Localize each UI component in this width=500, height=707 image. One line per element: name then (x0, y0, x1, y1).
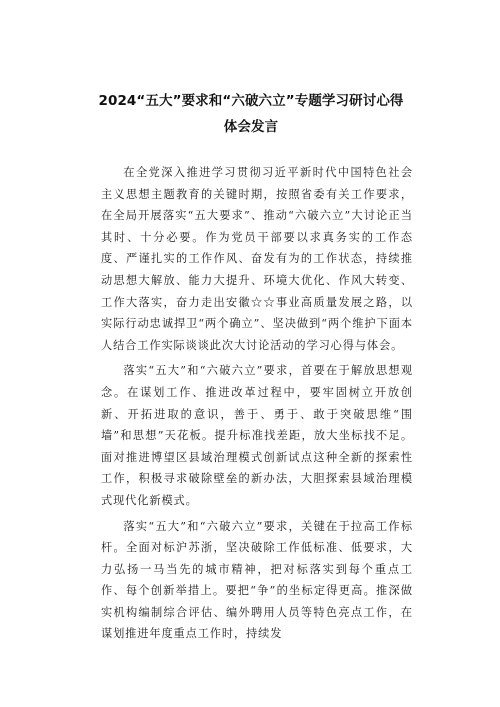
document-title: 2024“五大”要求和“六破六立”专题学习研讨心得体会发言 (98, 93, 404, 135)
body-paragraph: 落实“五大”和“六破六立”要求，首要在于解放思想观念。在谋划工作、推进改革过程中，要牢固树立开放创新、开拓进取的意识，善于、勇于、敢于突破思维“围墙”和思想”天花板。提升标准找差距，放大坐标找不足。面对推进博望区县域治理模式创新试点这种全新的探索性工作，积极寻求破除壁垒的新办法，大胆探索县域治理模式现代化新模式。 (101, 364, 413, 507)
body-paragraph: 落实“五大”和“六破六立”要求，关键在于拉高工作标杆。全面对标沪苏浙，坚决破除工作低标准、低要求，大力弘扬一马当先的城市精神，把对标落实到每个重点工作、每个创新举措上。要把“争”的坐标定得更高。推深做实机构编制综合评估、编外聘用人员等特色亮点工作，在谋划推进年度重点工作时，持续发 (101, 519, 413, 641)
body-paragraph: 在全党深入推进学习贯彻习近平新时代中国特色社会主义思想主题教育的关键时期，按照省委有关工作要求，在全局开展落实“五大要求”、推动“六破六立”大讨论正当其时、十分必要。作为党员干部要以求真务实的工作态度、严谨扎实的工作作风、奋发有为的工作状态，持续推动思想大解放、能力大提升、环境大优化、作风大转变、工作大落实，奋力走出安徽☆☆事业高质量发展之路，以实际行动忠诚捍卫“两个确立”、坚决做到“两个维护下面本人结合工作实际谈谈此次大讨论活动的学习心得与体会。 (101, 166, 413, 352)
document-body (101, 162, 413, 649)
